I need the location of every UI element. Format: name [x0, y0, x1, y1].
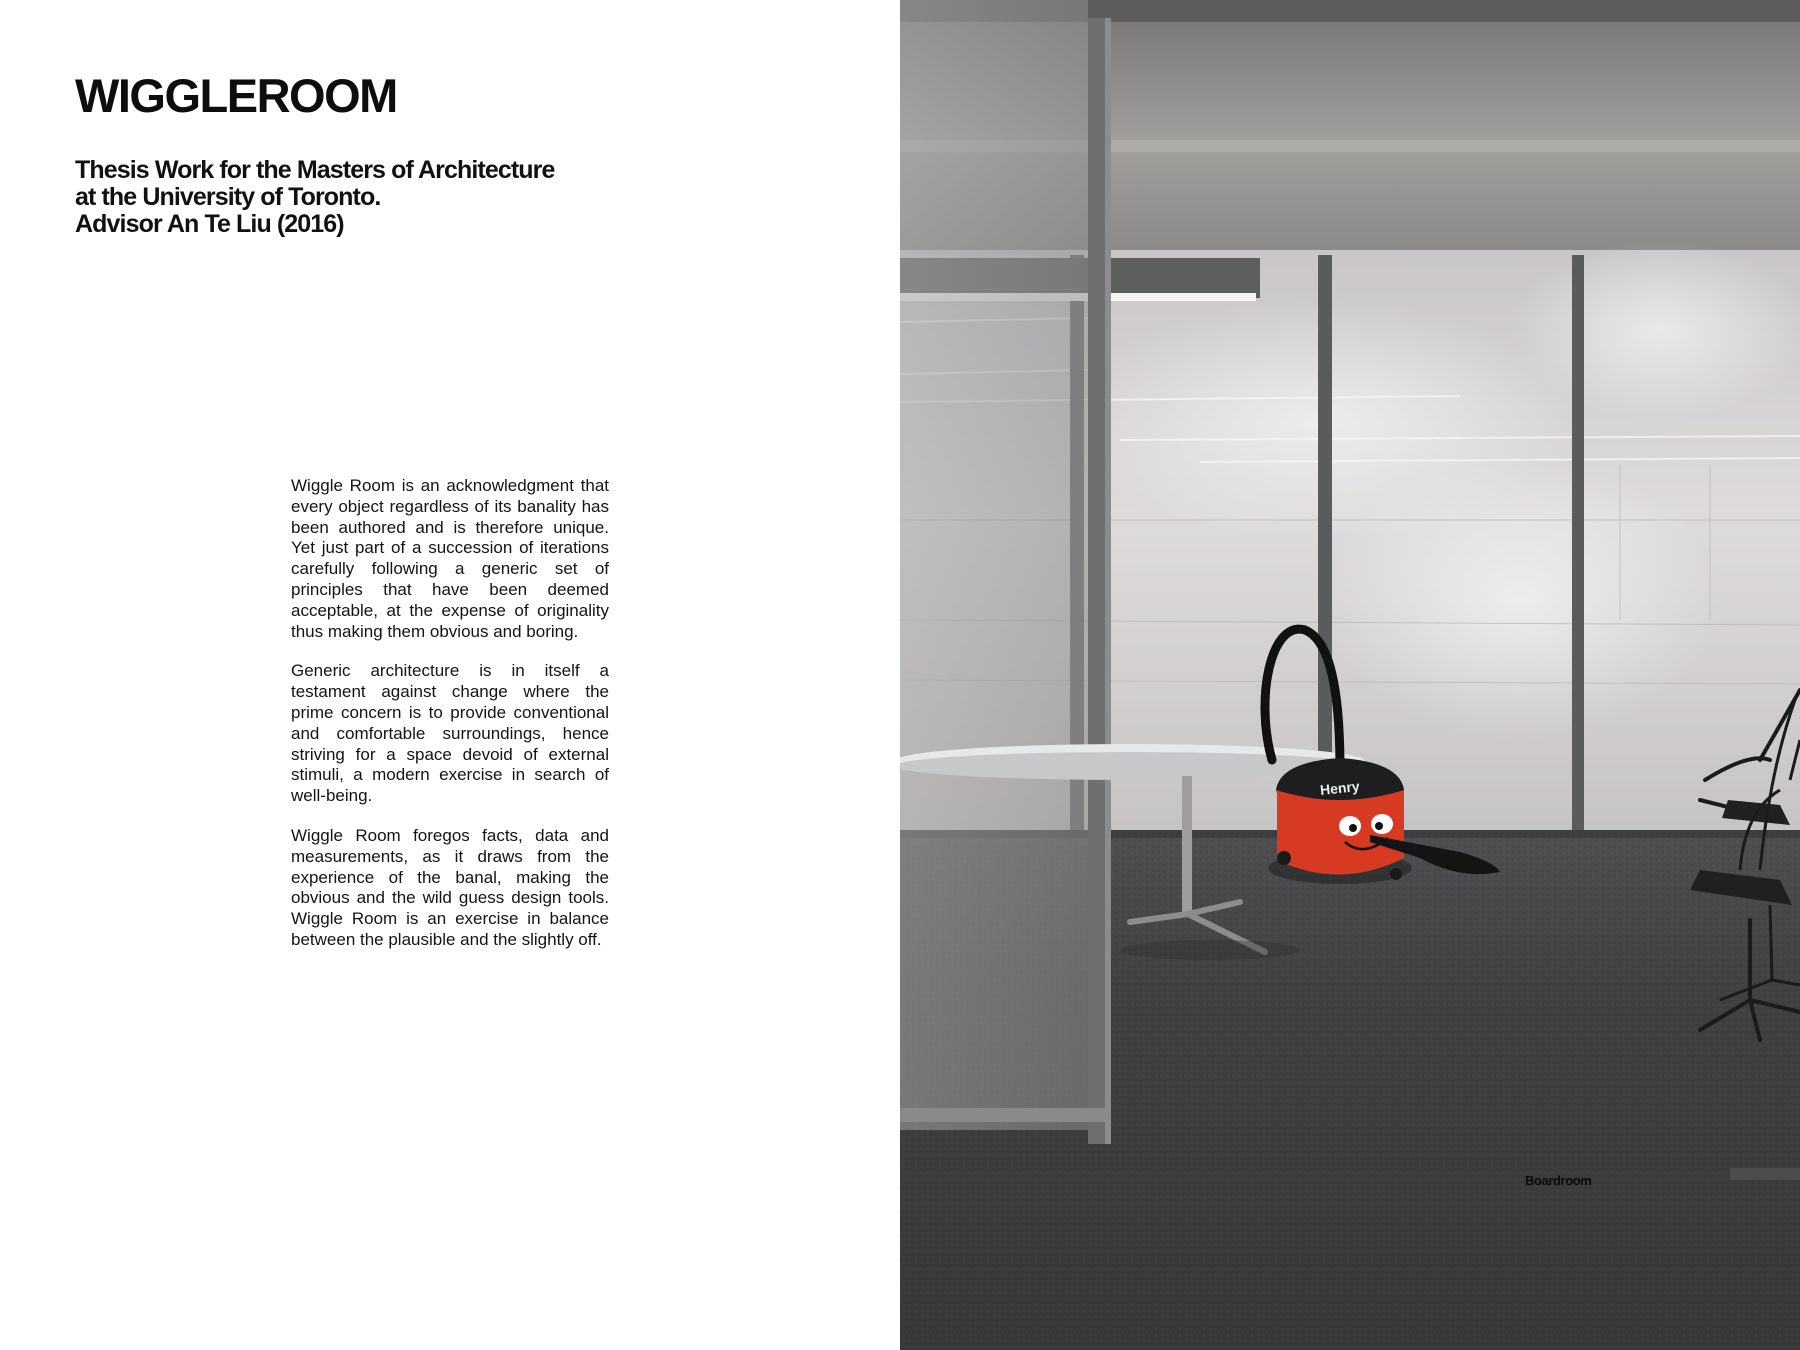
- office-render-image: [900, 0, 1800, 1350]
- page-title: WIGGLEROOM: [75, 69, 397, 122]
- paragraph-1: Wiggle Room is an acknowledgment that every object regardless of its banality has been authored and is therefore unique. Yet just part of a succession of iterations carefully following a generic set of principles that have been deemed acceptable, at the expense of originality thus making them obvious and boring.: [291, 476, 609, 641]
- subtitle-line-3: Advisor An Te Liu (2016): [75, 210, 344, 238]
- vacuum-text: Henry: [1319, 777, 1361, 799]
- body-text: [291, 476, 609, 970]
- subtitle-line-1: Thesis Work for the Masters of Architecture: [75, 156, 555, 184]
- paragraph-2: Generic architecture is in itself a testament against change where the prime concern is to provide conventional and comfortable surroundings, hence striving for a space devoid of external stimuli, a modern exercise in search of well-being.: [291, 661, 609, 806]
- subtitle-line-2: at the University of Toronto.: [75, 183, 381, 211]
- room-label: Boardroom: [1525, 1173, 1592, 1188]
- office-interior-illustration: [900, 0, 1800, 1350]
- paragraph-3: Wiggle Room foregos facts, data and measurements, as it draws from the experience of the banal, making the obvious and the wild guess design tools. Wiggle Room is an exercise in balance between the plausible and the slightly off.: [291, 825, 609, 949]
- subtitle: [75, 157, 554, 238]
